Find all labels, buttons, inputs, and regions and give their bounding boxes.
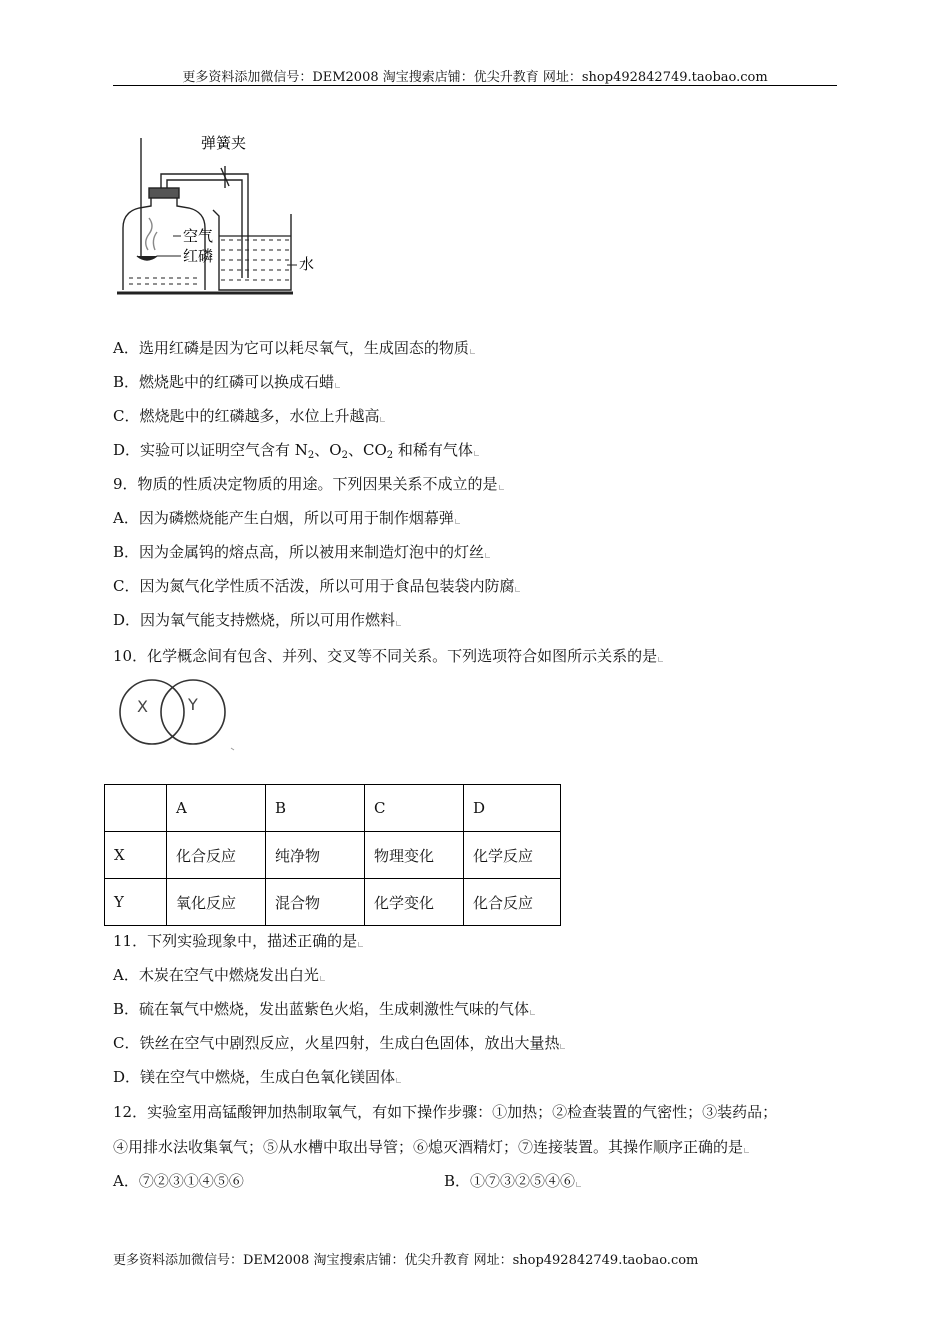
q11-option-d: D．镁在空气中燃烧，生成白色氧化镁固体 — [113, 1066, 401, 1087]
relation-table — [104, 784, 561, 926]
phosphorus-label: 红磷 — [183, 247, 214, 265]
header-divider — [113, 85, 837, 86]
table-header-cell: C — [365, 785, 464, 832]
table-cell: 化合反应 — [167, 832, 266, 879]
table-cell: Y — [105, 879, 167, 926]
table-cell: 混合物 — [266, 879, 365, 926]
table-header-cell: D — [464, 785, 561, 832]
q11-option-c: C．铁丝在空气中剧烈反应，火星四射，生成白色固体，放出大量热 — [113, 1032, 565, 1053]
table-row — [105, 832, 561, 879]
table-cell: 化合反应 — [464, 879, 561, 926]
venn-label-x: X — [137, 697, 148, 716]
air-label: 空气 — [183, 227, 214, 245]
page-header: 更多资料添加微信号：DEM2008 淘宝搜索店铺：优尖升教育 网址：shop492842749.taobao.com — [182, 70, 768, 85]
q11-stem: 11．下列实验现象中，描述正确的是 — [113, 930, 363, 951]
q12-option-a: A．⑦②③①④⑤⑥ — [113, 1172, 244, 1190]
q9-option-b: B．因为金属钨的熔点高，所以被用来制造灯泡中的灯丝 — [113, 541, 490, 562]
q10-stem: 10．化学概念间有包含、并列、交叉等不同关系。下列选项符合如图所示关系的是 — [113, 645, 663, 666]
page-footer: 更多资料添加微信号：DEM2008 淘宝搜索店铺：优尖升教育 网址：shop492842749.taobao.com — [113, 1253, 699, 1268]
q8-option-c: C．燃烧匙中的红磷越多，水位上升越高 — [113, 405, 385, 426]
q11-option-a: A．木炭在空气中燃烧发出白光 — [113, 964, 325, 985]
q8-option-d: D．实验可以证明空气含有 $N_2$、$O_2$、$CO_2$ 和稀有气体 — [113, 439, 479, 460]
q12-stem-line1: 12．实验室用高锰酸钾加热制取氧气，有如下操作步骤：①加热；②检查装置的气密性；③装药品； — [113, 1103, 778, 1121]
table-cell: 化学反应 — [464, 832, 561, 879]
red-phosphorus-apparatus-figure — [115, 128, 330, 303]
table-header-row — [105, 785, 561, 832]
table-cell: 化学变化 — [365, 879, 464, 926]
q8-option-a: A．选用红磷是因为它可以耗尽氧气，生成固态的物质 — [113, 337, 475, 358]
table-header-cell: B — [266, 785, 365, 832]
venn-diagram — [115, 676, 240, 752]
jar-stopper — [149, 188, 179, 198]
q9-stem: 9．物质的性质决定物质的用途。下列因果关系不成立的是 — [113, 473, 504, 494]
q12-option-b: B．①⑦③②⑤④⑥ — [444, 1170, 581, 1191]
table-cell: 纯净物 — [266, 832, 365, 879]
venn-label-y: Y — [188, 695, 198, 714]
table-cell: X — [105, 832, 167, 879]
venn-circle-x — [120, 680, 184, 744]
table-row — [105, 879, 561, 926]
q8-option-b: B．燃烧匙中的红磷可以换成石蜡 — [113, 371, 340, 392]
clip-label: 弹簧夹 — [201, 134, 247, 152]
table-cell: 物理变化 — [365, 832, 464, 879]
water-label: 水 — [299, 255, 315, 273]
table-header-cell: A — [167, 785, 266, 832]
q9-option-d: D．因为氧气能支持燃烧，所以可用作燃料 — [113, 609, 401, 630]
q9-option-c: C．因为氮气化学性质不活泼，所以可用于食品包装袋内防腐 — [113, 575, 520, 596]
q12-stem-line2: ④用排水法收集氧气；⑤从水槽中取出导管；⑥熄灭酒精灯；⑦连接装置。其操作顺序正确的是 — [113, 1136, 749, 1157]
q11-option-b: B．硫在氧气中燃烧，发出蓝紫色火焰，生成刺激性气味的气体 — [113, 998, 535, 1019]
table-cell: 氧化反应 — [167, 879, 266, 926]
q9-option-a: A．因为磷燃烧能产生白烟，所以可用于制作烟幕弹 — [113, 507, 460, 528]
table-cell — [105, 785, 167, 832]
